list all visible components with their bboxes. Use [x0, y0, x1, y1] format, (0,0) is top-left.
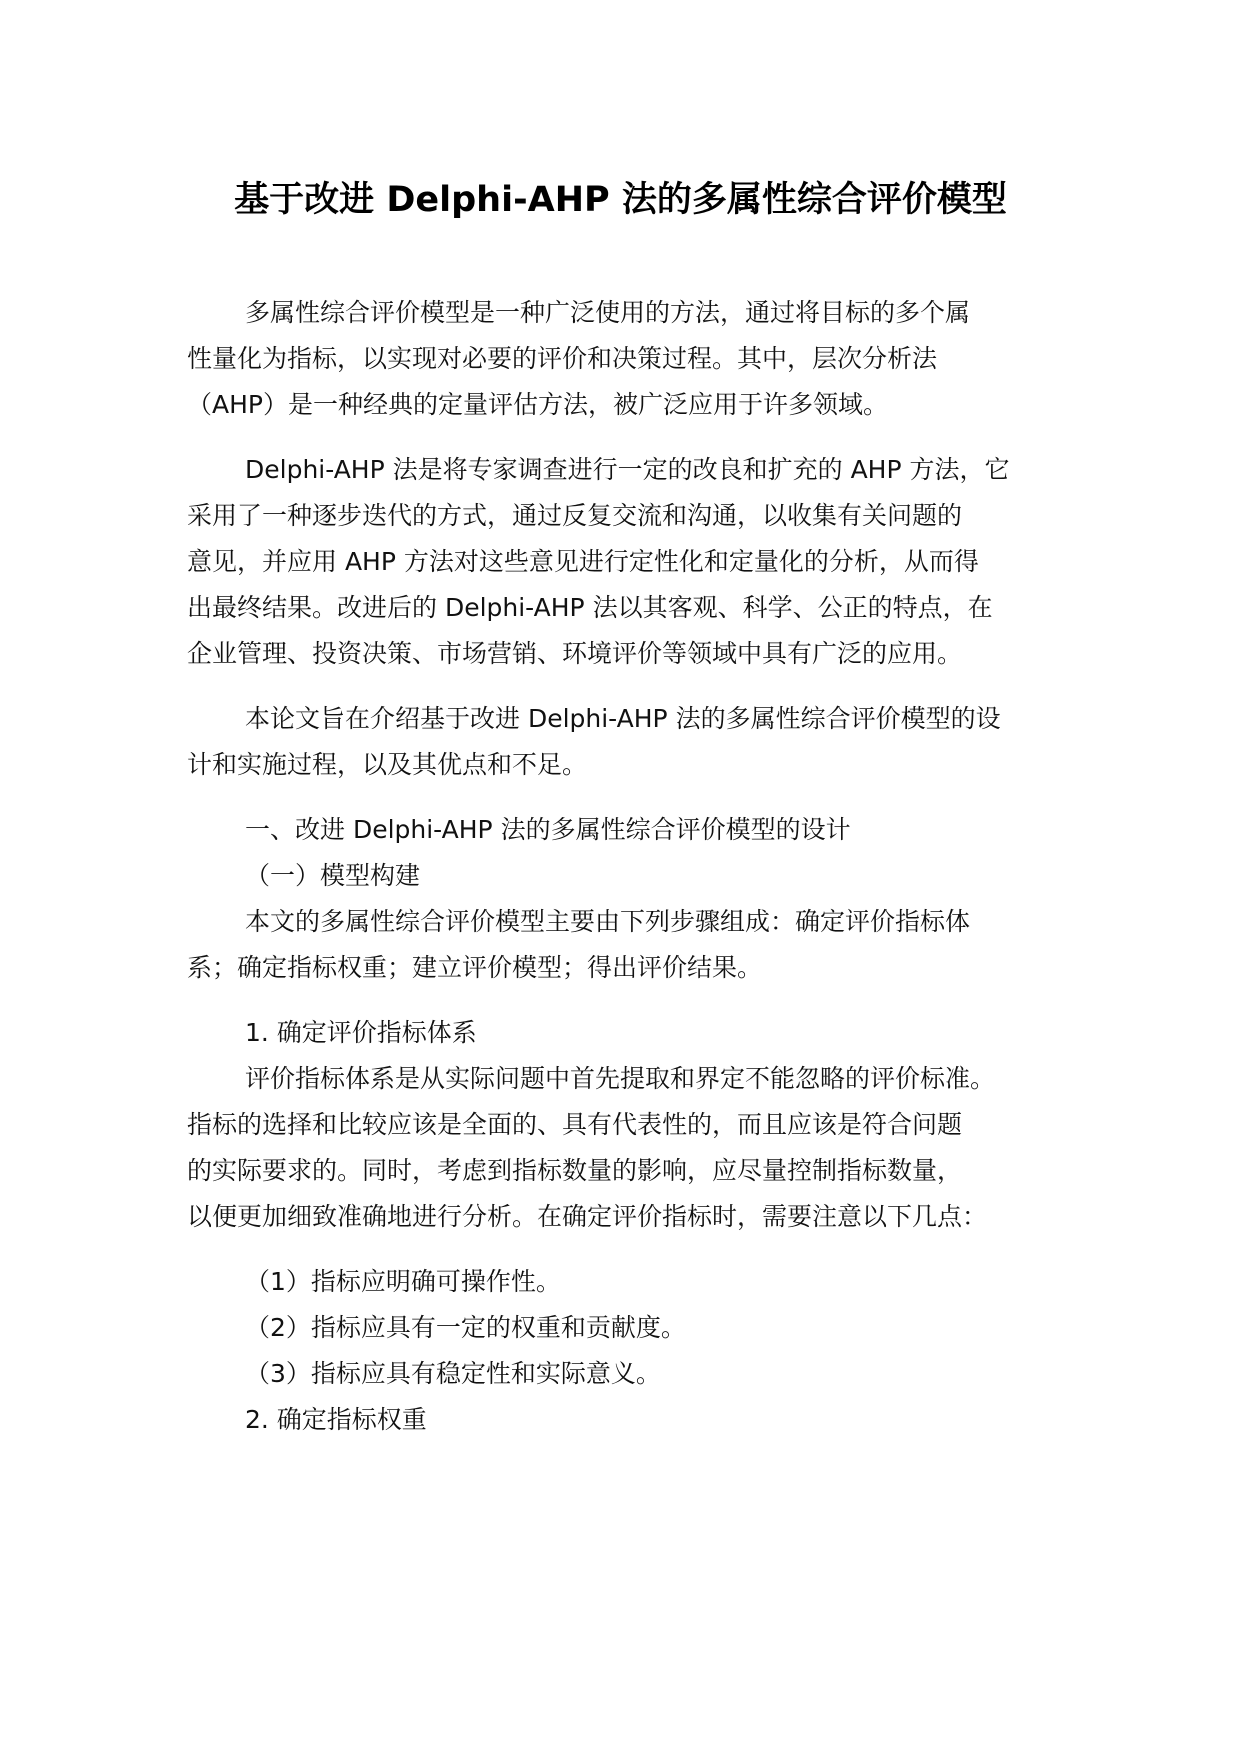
text-line: 评价指标体系是从实际问题中首先提取和界定不能忽略的评价标准。 [245, 1064, 996, 1093]
text-line: 多属性综合评价模型是一种广泛使用的方法，通过将目标的多个属 [245, 298, 971, 327]
delphi-ahp-paragraph [187, 447, 1082, 677]
point-item: （2）指标应具有一定的权重和贡献度。 [245, 1313, 686, 1342]
document-body [187, 290, 1082, 1443]
text-line: 本论文旨在介绍基于改进 Delphi-AHP 法的多属性综合评价模型的设 [245, 704, 1001, 733]
point-item: （3）指标应具有稳定性和实际意义。 [245, 1359, 661, 1388]
purpose-paragraph [187, 696, 1082, 788]
text-line: 指标的选择和比较应该是全面的、具有代表性的，而且应该是符合问题 [187, 1110, 963, 1139]
text-line: 以便更加细致准确地进行分析。在确定评价指标时，需要注意以下几点： [187, 1202, 988, 1231]
step1-heading: 1. 确定评价指标体系 [245, 1018, 477, 1047]
text-line: 本文的多属性综合评价模型主要由下列步骤组成：确定评价指标体 [245, 907, 971, 936]
subsection-heading: （一）模型构建 [245, 861, 421, 890]
text-line: 的实际要求的。同时，考虑到指标数量的影响，应尽量控制指标数量， [187, 1156, 963, 1185]
document-title: 基于改进 Delphi-AHP 法的多属性综合评价模型 [234, 180, 1007, 220]
step2-heading: 2. 确定指标权重 [245, 1405, 427, 1434]
text-line: 企业管理、投资决策、市场营销、环境评价等领域中具有广泛的应用。 [187, 639, 963, 668]
text-line: 意见，并应用 AHP 方法对这些意见进行定性化和定量化的分析，从而得 [187, 547, 979, 576]
text-line: 计和实施过程，以及其优点和不足。 [187, 750, 588, 779]
section-heading: 一、改进 Delphi-AHP 法的多属性综合评价模型的设计 [245, 815, 851, 844]
text-line: Delphi-AHP 法是将专家调查进行一定的改良和扩充的 AHP 方法，它 [245, 455, 1010, 484]
text-line: 出最终结果。改进后的 Delphi-AHP 法以其客观、科学、公正的特点，在 [187, 593, 993, 622]
model-paragraph [187, 899, 1082, 991]
text-line: （AHP）是一种经典的定量评估方法，被广泛应用于许多领域。 [187, 390, 888, 419]
text-line: 性量化为指标，以实现对必要的评价和决策过程。其中，层次分析法 [187, 344, 938, 373]
step1-paragraph [187, 1056, 1082, 1240]
intro-paragraph [187, 290, 1082, 428]
text-line: 系；确定指标权重；建立评价模型；得出评价结果。 [187, 953, 763, 982]
point-item: （1）指标应明确可操作性。 [245, 1267, 561, 1296]
text-line: 采用了一种逐步迭代的方式，通过反复交流和沟通，以收集有关问题的 [187, 501, 963, 530]
